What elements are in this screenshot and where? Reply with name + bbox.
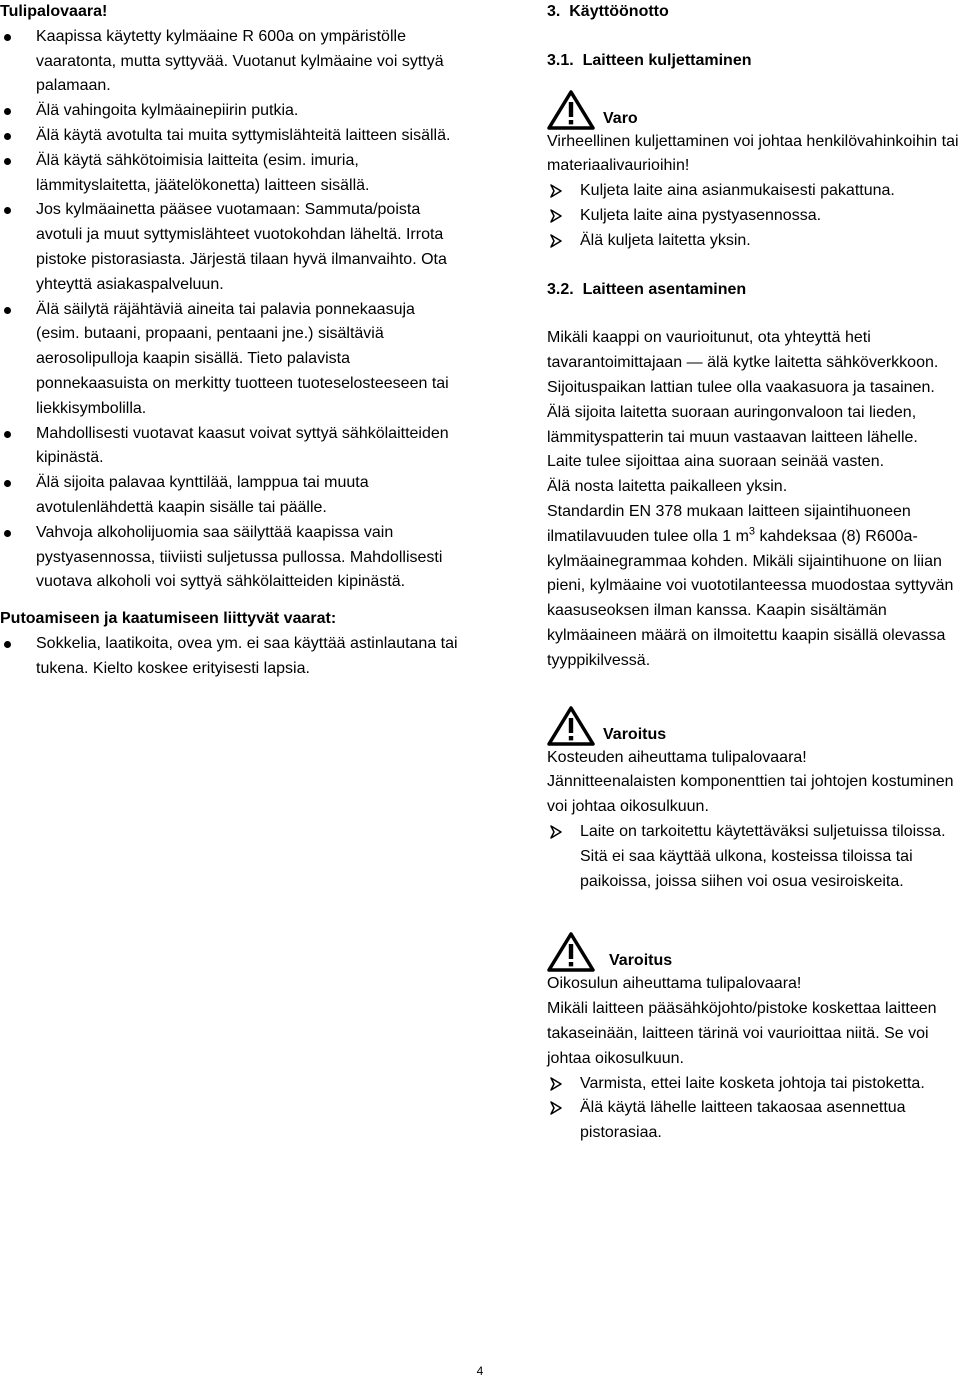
left-column (0, 0, 462, 682)
arrowhead-bullet-icon (549, 1101, 563, 1115)
tipping-hazard-title: Putoamiseen ja kaatumiseen liittyvät vaarat: (0, 610, 337, 628)
list-item: Sokkelia, laatikoita, ovea ym. ei saa käyttää astinlautana tai tukena. Kielto koskee erityisesti lapsia. (0, 632, 462, 682)
superscript: 3 (748, 525, 756, 538)
fire-hazard-title: Tulipalovaara! (0, 3, 108, 20)
arrowhead-bullet-icon (549, 234, 563, 248)
subsection-heading-3-1: 3.1. Laitteen kuljettaminen (547, 51, 752, 69)
arrowhead-bullet-icon (549, 825, 563, 839)
subsection-heading-3-2: 3.2. Laitteen asentaminen (547, 280, 747, 298)
page-number: 4 (476, 1364, 484, 1378)
list-item: Mahdollisesti vuotavat kaasut voivat syttyä sähkölaitteiden kipinästä. (0, 422, 462, 472)
room-volume-paragraph (547, 500, 960, 674)
paragraph-text: Standardin EN 378 mukaan laitteen sijaintihuoneen ilmatilavuuden tulee olla 1 m (547, 502, 911, 545)
warning-line: Jännitteenalaisten komponenttien tai johtojen kostuminen voi johtaa oikosulkuun. (547, 773, 954, 816)
paragraph: Sijoituspaikan lattian tulee olla vaakasuora ja tasainen. (547, 378, 935, 396)
list-item (547, 204, 960, 229)
warning-triangle-icon (547, 706, 595, 746)
list-item-text: Laite on tarkoitettu käytettäväksi suljetuissa tiloissa. Sitä ei saa käyttää ulkona, kosteissa tiloissa tai paikoissa, joissa siihen voi osua vesiroiskeita. (580, 822, 946, 890)
paragraph: Älä sijoita laitetta suoraan auringonvaloon tai lieden, lämmityspatterin tai muun vastaavan laitteen lähelle. (547, 403, 918, 446)
warning-label: Varoitus (609, 952, 673, 970)
warning-line: Kosteuden aiheuttama tulipalovaara! (547, 748, 807, 766)
moisture-warning-box (547, 706, 960, 746)
paragraph: Laite tulee sijoittaa aina suoraan seinää vasten. (547, 453, 885, 471)
transport-list (547, 179, 960, 253)
list-item (547, 229, 960, 254)
caution-box (547, 90, 960, 130)
paragraph: Älä nosta laitetta paikalleen yksin. (547, 478, 788, 496)
paragraph-text: kahdeksaa (8) R600a-kylmäainegrammaa kohden. Mikäli sijaintihuone on liian pieni, kylmäaine voi vuototilanteessa muodostaa syttyvän kaasuseoksen ilman kanssa. Kaapin sisältämän kylmäaineen määrä on ilmoitettu kaapin sisällä olevassa tyyppikilvessä. (547, 527, 954, 669)
tipping-hazard-list (0, 632, 462, 682)
section-heading: 3. Käyttöönotto (547, 3, 669, 20)
warning-line: Mikäli laitteen pääsähköjohto/pistoke koskettaa laitteen takaseinään, laitteen tärinä voi vaurioittaa niitä. Se voi johtaa oikosulkuun. (547, 1000, 937, 1067)
arrowhead-bullet-icon (549, 1077, 563, 1091)
caution-text: Virheellinen kuljettaminen voi johtaa henkilövahinkoihin tai materiaalivaurioihin! (547, 132, 959, 175)
warning-line: Oikosulun aiheuttama tulipalovaara! (547, 975, 802, 993)
short-circuit-warning-box (547, 932, 960, 972)
list-item: Älä sijoita palavaa kynttilää, lamppua tai muuta avotulenlähdettä kaapin sisälle tai päälle. (0, 471, 462, 521)
list-item: Älä käytä sähkötoimisia laitteita (esim. imuria, lämmityslaitetta, jäätelökonetta) laitteen sisällä. (0, 149, 462, 199)
list-item (547, 1072, 960, 1097)
right-column (547, 0, 960, 1146)
list-item-text: Varmista, ettei laite kosketa johtoja tai pistoketta. (580, 1074, 925, 1092)
caution-label: Varo (603, 109, 638, 127)
list-item: Älä säilytä räjähtäviä aineita tai palavia ponnekaasuja (esim. butaani, propaani, pentaani jne.) sisältäviä aerosolipulloja kaapin sisällä. Tieto palavista ponnekaasuista on merkitty tuotteen tuoteselosteeseen tai liekkisymbolilla. (0, 298, 462, 422)
list-item (547, 179, 960, 204)
list-item-text: Kuljeta laite aina pystyasennossa. (580, 206, 822, 224)
list-item: Jos kylmäainetta pääsee vuotamaan: Sammuta/poista avotuli ja muut syttymislähteet vuotokohdan läheltä. Irrota pistoke pistorasiasta. Järjestä tilaan hyvä ilmanvaihto. Ota yhteyttä asiakaspalveluun. (0, 198, 462, 297)
list-item (547, 1096, 960, 1146)
warning-label: Varoitus (603, 725, 667, 743)
list-item-text: Älä käytä lähelle laitteen takaosaa asennettua pistorasiaa. (580, 1099, 906, 1142)
arrowhead-bullet-icon (549, 184, 563, 198)
warning-triangle-icon (547, 932, 595, 972)
list-item-text: Kuljeta laite aina asianmukaisesti pakattuna. (580, 182, 895, 200)
paragraph: Mikäli kaappi on vaurioitunut, ota yhteyttä heti tavarantoimittajaan — älä kytke laitetta sähköverkkoon. (547, 329, 939, 372)
arrowhead-bullet-icon (549, 209, 563, 223)
list-item: Älä vahingoita kylmäainepiirin putkia. (0, 99, 462, 124)
list-item (547, 820, 960, 894)
list-item: Vahvoja alkoholijuomia saa säilyttää kaapissa vain pystyasennossa, tiiviisti suljetussa pullossa. Mahdollisesti vuotava alkoholi voi syttyä sähkölaitteiden kipinästä. (0, 521, 462, 595)
short-circuit-list (547, 1072, 960, 1146)
fire-hazard-list (0, 25, 462, 595)
list-item: Älä käytä avotulta tai muita syttymislähteitä laitteen sisällä. (0, 124, 462, 149)
list-item: Kaapissa käytetty kylmäaine R 600a on ympäristölle vaaratonta, mutta syttyvää. Vuotanut kylmäaine voi syttyä palamaan. (0, 25, 462, 99)
warning-triangle-icon (547, 90, 595, 130)
moisture-list (547, 820, 960, 894)
list-item-text: Älä kuljeta laitetta yksin. (580, 231, 751, 249)
